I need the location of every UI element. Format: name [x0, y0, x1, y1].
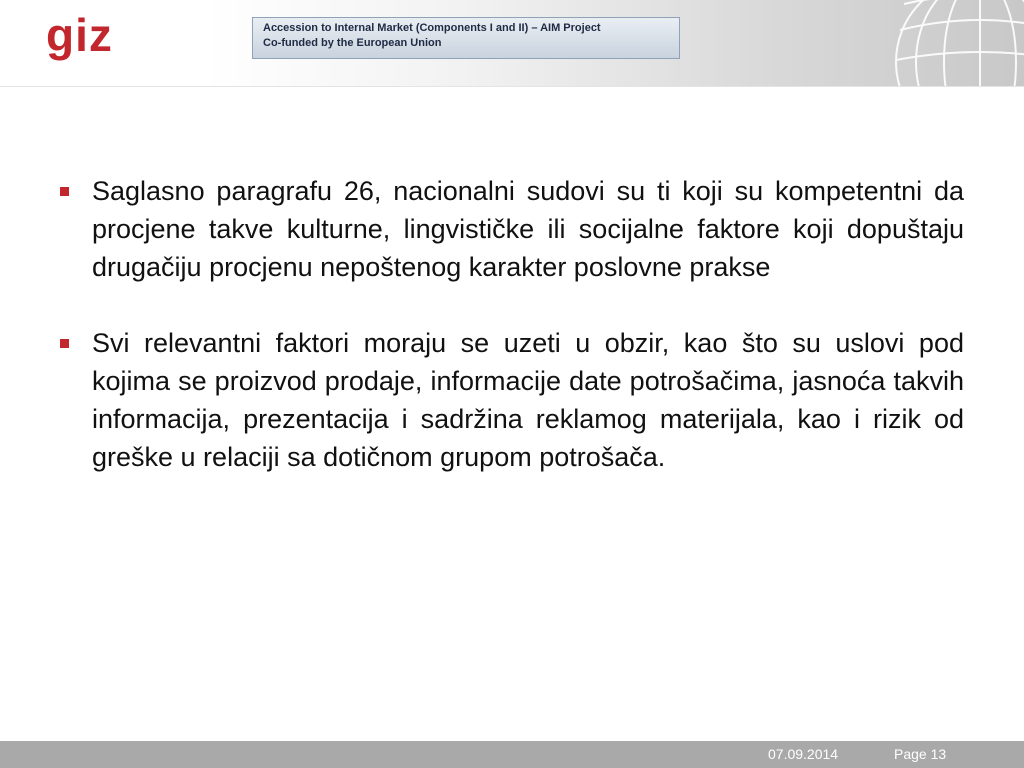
project-cofunding: Co-funded by the European Union [263, 37, 442, 49]
bullet-text: Svi relevantni faktori moraju se uzeti u obzir, kao što su uslovi pod kojima se proizvod prodaje, informacije date potrošačima, jasnoća takvih informacija, prezentacija i sadržina reklamog materijala, kao i rizik od greške u relaciji sa dotičnom grupom potrošača. [92, 328, 964, 472]
square-bullet-icon [60, 187, 69, 196]
page-number: Page 13 [894, 746, 947, 762]
project-title: Accession to Internal Market (Components I and II) – AIM Project [263, 22, 601, 34]
slide-header [0, 0, 1024, 87]
bullet-item [60, 172, 964, 286]
bullet-item [60, 324, 964, 476]
globe-icon [880, 0, 1024, 86]
project-banner [252, 17, 680, 59]
square-bullet-icon [60, 339, 69, 348]
footer-date: 07.09.2014 [768, 746, 839, 762]
slide-body [60, 172, 964, 514]
giz-logo: giz [46, 9, 113, 61]
slide-footer [0, 741, 1024, 768]
bullet-text: Saglasno paragrafu 26, nacionalni sudovi su ti koji su kompetentni da procjene takve kulturne, lingvističke ili socijalne faktore koji dopuštaju drugačiju procjenu nepoštenog karakter poslovne prakse [92, 176, 964, 282]
